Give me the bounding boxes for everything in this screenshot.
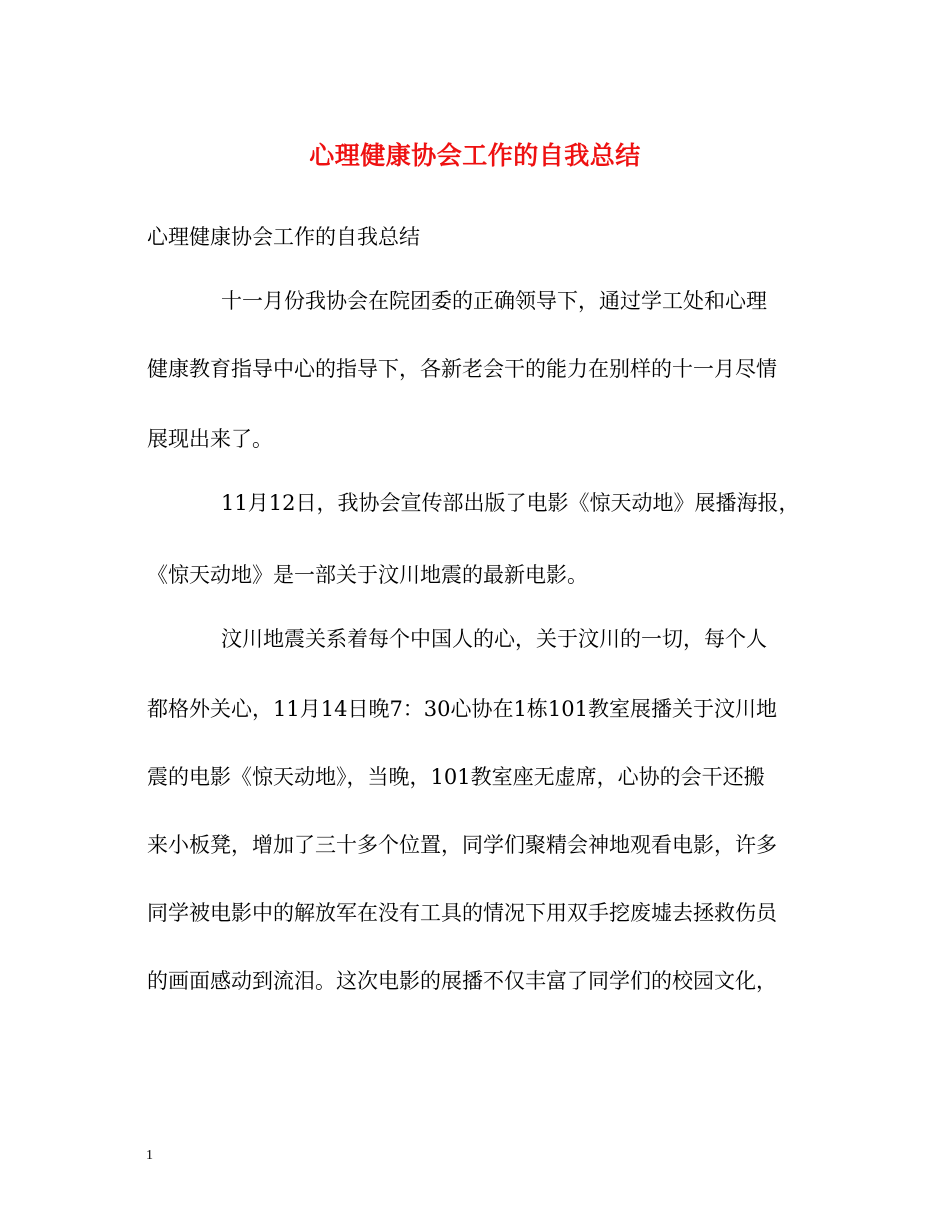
paragraph-line: 《惊天动地》是一部关于汶川地震的最新电影。	[147, 563, 588, 587]
paragraph-line: 健康教育指导中心的指导下，各新老会干的能力在别样的十一月尽情	[147, 357, 777, 381]
paragraph-line: 11月12日，我协会宣传部出版了电影《惊天动地》展播海报，	[221, 491, 800, 515]
page-number: 1	[146, 1148, 153, 1163]
paragraph-line: 同学被电影中的解放军在没有工具的情况下用双手挖废墟去拯救伤员	[147, 901, 777, 925]
paragraph-line: 震的电影《惊天动地》，当晚，101教室座无虚席，心协的会干还搬	[147, 765, 765, 789]
paragraph-line: 来小板凳，增加了三十多个位置，同学们聚精会神地观看电影，许多	[147, 833, 777, 857]
paragraph-line: 展现出来了。	[147, 427, 273, 451]
paragraph-line: 十一月份我协会在院团委的正确领导下，通过学工处和心理	[221, 289, 767, 313]
document-subtitle: 心理健康协会工作的自我总结	[147, 225, 420, 249]
paragraph-line: 的画面感动到流泪。这次电影的展播不仅丰富了同学们的校园文化，	[147, 969, 777, 993]
paragraph-line: 汶川地震关系着每个中国人的心，关于汶川的一切，每个人	[221, 627, 767, 651]
paragraph-line: 都格外关心，11月14日晚7：30心协在1栋101教室展播关于汶川地	[147, 697, 777, 721]
document-title: 心理健康协会工作的自我总结	[309, 141, 641, 170]
